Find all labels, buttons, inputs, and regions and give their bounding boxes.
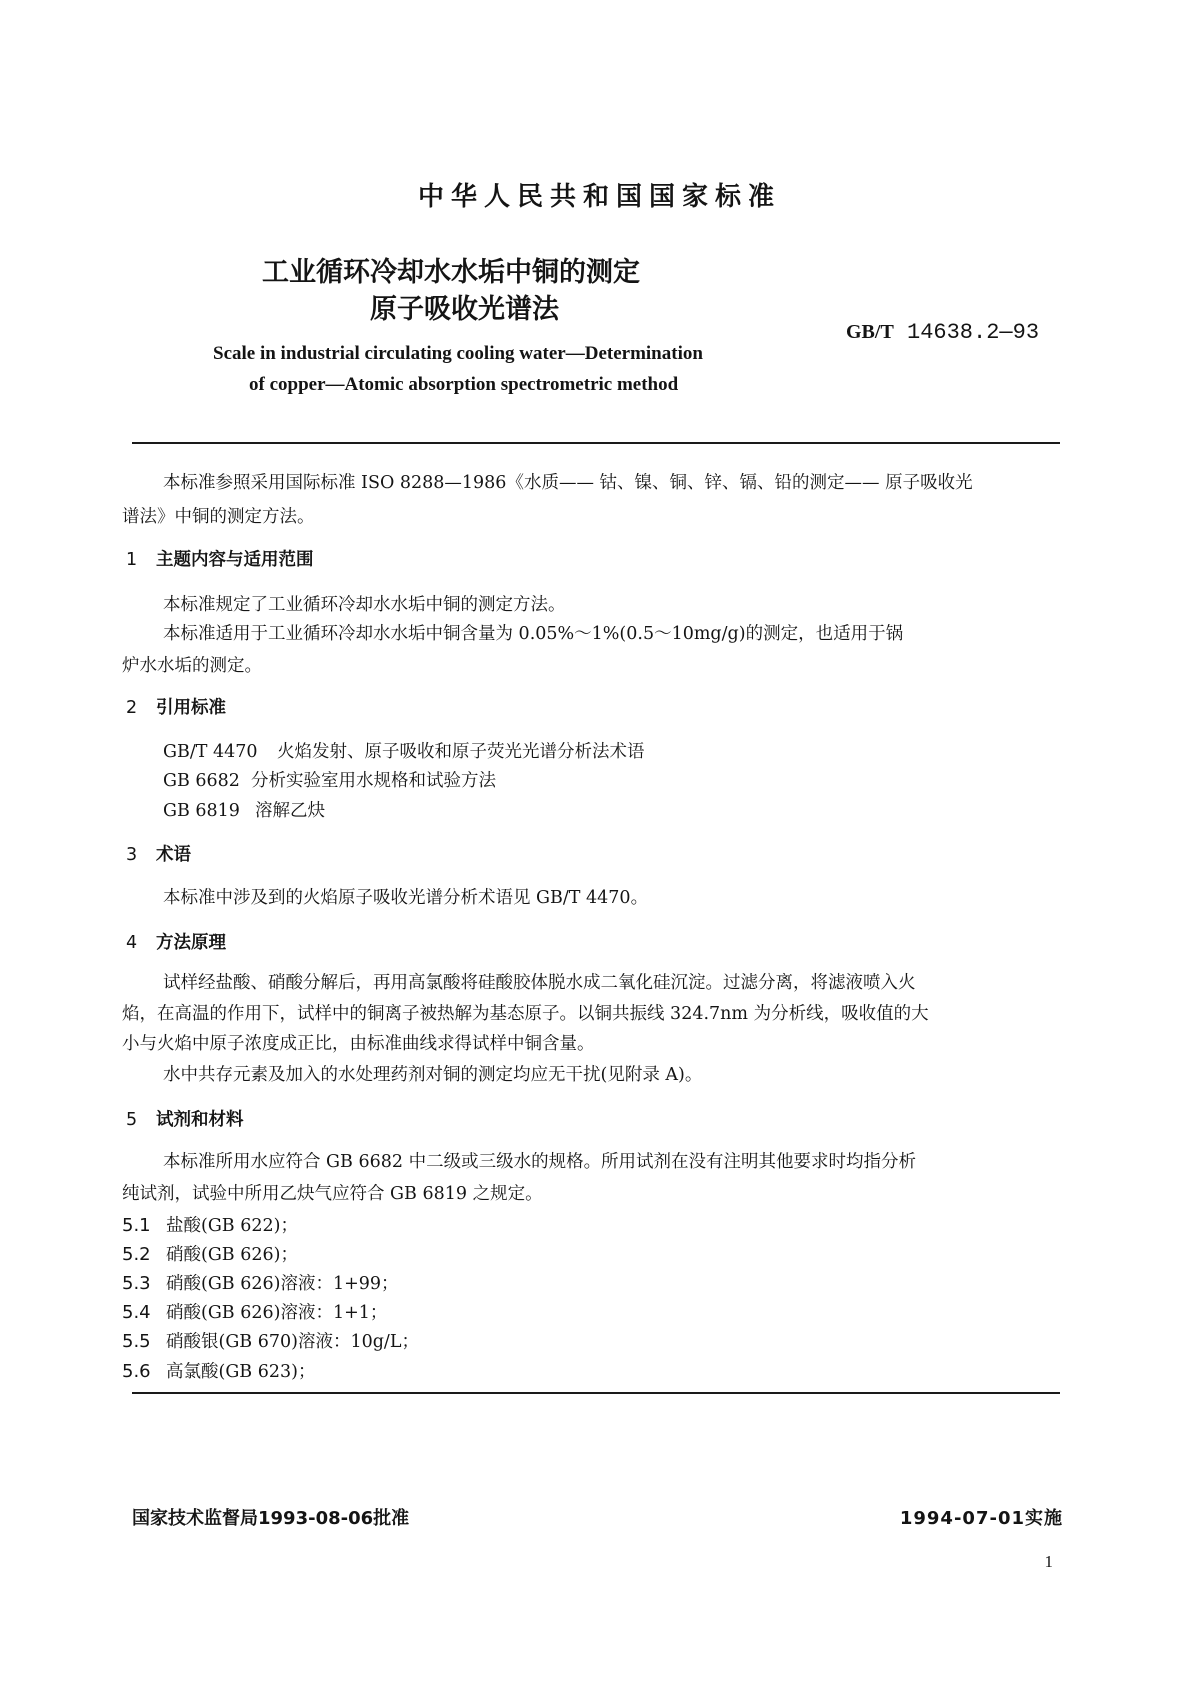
section-3-heading bbox=[126, 841, 191, 866]
section-1-heading bbox=[126, 546, 314, 571]
section-4-title: 方法原理 bbox=[156, 933, 226, 953]
reagent-item bbox=[122, 1241, 298, 1266]
section-2-title: 引用标准 bbox=[156, 698, 226, 718]
reagent-number: 5.6 bbox=[122, 1361, 151, 1382]
reagent-text: 硝酸(GB 626)溶液：1+99； bbox=[166, 1274, 399, 1294]
reagent-number: 5.1 bbox=[122, 1215, 151, 1236]
page-number: 1 bbox=[1044, 1552, 1053, 1571]
reference-name: 溶解乙炔 bbox=[255, 801, 325, 821]
reagent-number: 5.2 bbox=[122, 1244, 151, 1265]
section-5-title: 试剂和材料 bbox=[156, 1110, 244, 1130]
reagent-item bbox=[122, 1358, 315, 1383]
national-standard-heading: 中华人民共和国国家标准 bbox=[417, 182, 781, 212]
reagent-text: 盐酸(GB 622)； bbox=[166, 1216, 298, 1236]
reference-code: GB 6682 bbox=[163, 771, 240, 791]
title-cn-line1: 工业循环冷却水水垢中铜的测定 bbox=[262, 257, 640, 288]
section-3-p1: 本标准中涉及到的火焰原子吸收光谱分析术语见 GB/T 4470。 bbox=[163, 888, 649, 908]
section-3-title: 术语 bbox=[156, 845, 191, 865]
reagent-item bbox=[122, 1212, 298, 1237]
section-4-line2: 焰，在高温的作用下，试样中的铜离子被热解为基态原子。以铜共振线 324.7nm 为分析线，吸收值的大 bbox=[122, 1004, 929, 1024]
standard-code bbox=[846, 320, 1039, 345]
standard-code-number: 14638.2—93 bbox=[907, 320, 1040, 345]
reagent-number: 5.4 bbox=[122, 1302, 151, 1323]
header-rule bbox=[132, 442, 1060, 444]
section-5-line1: 本标准所用水应符合 GB 6682 中二级或三级水的规格。所用试剂在没有注明其他要求时均指分析 bbox=[163, 1152, 917, 1172]
title-en-line2: of copper—Atomic absorption spectrometric method bbox=[249, 374, 679, 395]
section-1-number: 1 bbox=[126, 550, 138, 570]
reference-item bbox=[163, 738, 645, 763]
reagent-item bbox=[122, 1328, 419, 1353]
section-5-number: 5 bbox=[126, 1110, 138, 1130]
reference-item bbox=[163, 767, 496, 792]
reference-name: 分析实验室用水规格和试验方法 bbox=[251, 771, 496, 791]
section-4-line4: 水中共存元素及加入的水处理药剂对铜的测定均应无干扰(见附录 A)。 bbox=[163, 1065, 703, 1085]
footer-rule bbox=[132, 1392, 1060, 1394]
reference-code: GB 6819 bbox=[163, 801, 240, 821]
intro-line2: 谱法》中铜的测定方法。 bbox=[122, 507, 315, 527]
reagent-item bbox=[122, 1270, 399, 1295]
reagent-text: 硝酸银(GB 670)溶液：10g/L； bbox=[166, 1332, 419, 1352]
intro-line1: 本标准参照采用国际标准 ISO 8288—1986《水质—— 钴、镍、铜、锌、镉、铅的测定—— 原子吸收光 bbox=[163, 473, 973, 493]
implementation-date: 1994-07-01实施 bbox=[899, 1508, 1063, 1529]
section-3-number: 3 bbox=[126, 845, 138, 865]
section-1-p1: 本标准规定了工业循环冷却水水垢中铜的测定方法。 bbox=[163, 595, 566, 615]
section-1-p2-line1: 本标准适用于工业循环冷却水水垢中铜含量为 0.05%～1%(0.5～10mg/g)的测定，也适用于锅 bbox=[163, 624, 904, 644]
reagent-number: 5.3 bbox=[122, 1273, 151, 1294]
section-2-heading bbox=[126, 694, 226, 719]
reference-code: GB/T 4470 bbox=[163, 742, 258, 762]
reagent-text: 硝酸(GB 626)溶液：1+1； bbox=[166, 1303, 388, 1323]
section-1-p2-line2: 炉水水垢的测定。 bbox=[122, 656, 262, 676]
reagent-text: 硝酸(GB 626)； bbox=[166, 1245, 298, 1265]
section-4-line3: 小与火焰中原子浓度成正比，由标准曲线求得试样中铜含量。 bbox=[122, 1034, 595, 1054]
standard-code-prefix: GB/T bbox=[846, 321, 894, 343]
section-2-number: 2 bbox=[126, 698, 138, 718]
section-4-line1: 试样经盐酸、硝酸分解后，再用高氯酸将硅酸胶体脱水成二氧化硅沉淀。过滤分离，将滤液喷入火 bbox=[163, 973, 916, 993]
section-1-title: 主题内容与适用范围 bbox=[156, 550, 314, 570]
title-cn-line2: 原子吸收光谱法 bbox=[370, 294, 559, 325]
reagent-number: 5.5 bbox=[122, 1331, 151, 1352]
reference-item bbox=[163, 797, 325, 822]
section-4-number: 4 bbox=[126, 933, 138, 953]
section-4-heading bbox=[126, 929, 226, 954]
reference-name: 火焰发射、原子吸收和原子荧光光谱分析法术语 bbox=[277, 742, 645, 762]
reagent-text: 高氯酸(GB 623)； bbox=[166, 1362, 316, 1382]
title-en-line1: Scale in industrial circulating cooling water—Determination bbox=[213, 343, 703, 364]
section-5-heading bbox=[126, 1106, 244, 1131]
approval-date: 国家技术监督局1993-08-06批准 bbox=[132, 1508, 410, 1529]
section-5-line2: 纯试剂，试验中所用乙炔气应符合 GB 6819 之规定。 bbox=[122, 1184, 543, 1204]
reagent-item bbox=[122, 1299, 387, 1324]
